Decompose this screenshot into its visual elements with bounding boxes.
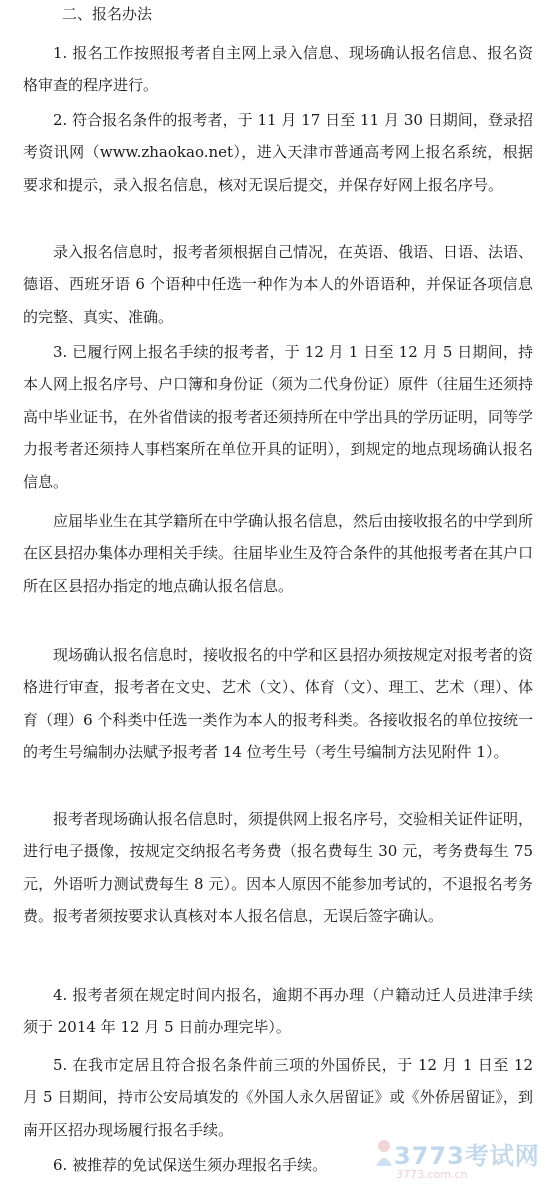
paragraph-2: 2. 符合报名条件的报考者，于 11 月 17 日至 11 月 30 日期间，登录招考资讯网（www.zhaokao.net），进入天津市普通高考网上报名系统，根据要求和提示，录入报名信息，核对无误后提交，并保存好网上报名序号。 bbox=[23, 111, 533, 194]
section-heading: 二、报名办法 bbox=[62, 5, 153, 23]
watermark-url: 3773.com.cn bbox=[396, 1168, 468, 1181]
watermark-text: 3773考试网 bbox=[394, 1142, 540, 1170]
paragraph-10: 6. 被推荐的免试保送生须办理报名手续。 bbox=[53, 1156, 328, 1174]
paragraph-7: 报考者现场确认报名信息时，须提供网上报名序号，交验相关证件证明，进行电子摄像，按规定交纳报名考务费（报名费每生 30 元，考务费每生 75 元，外语听力测试费每生 8 元）。因本人原因不能参加考试的，不退报名考务费。报考者须按要求认真核对本人报名信息，无误后签字确认。 bbox=[23, 810, 534, 926]
watermark-logo-icon bbox=[372, 1138, 396, 1168]
paragraph-8: 4. 报考者须在规定时间内报名，逾期不再办理（户籍动迁人员进津手续须于 2014 年 12 月 5 日前办理完毕）。 bbox=[23, 986, 533, 1037]
paragraph-4: 3. 已履行网上报名手续的报考者，于 12 月 1 日至 12 月 5 日期间，持本人网上报名序号、户口簿和身份证（须为二代身份证）原件（往届生还须持高中毕业证书，在外省借读的报考者还须持所在中学出具的学历证明，同等学力报考者还须持人事档案所在单位开具的证明），到规定的地点现场确认报名信息。 bbox=[23, 343, 534, 491]
paragraph-5: 应届毕业生在其学籍所在中学确认报名信息，然后由接收报名的中学到所在区县招办集体办理相关手续。往届毕业生及符合条件的其他报考者在其户口所在区县招办指定的地点确认报名信息。 bbox=[23, 512, 534, 595]
paragraph-9: 5. 在我市定居且符合报名条件前三项的外国侨民，于 12 月 1 日至 12 月 5 日期间，持市公安局填发的《外国人永久居留证》或《外侨居留证》，到南开区招办现场履行报名手续。 bbox=[23, 1056, 533, 1139]
paragraph-1: 1. 报名工作按照报考者自主网上录入信息、现场确认报名信息、报名资格审查的程序进行。 bbox=[23, 44, 533, 95]
paragraph-3: 录入报名信息时，报考者须根据自己情况，在英语、俄语、日语、法语、德语、西班牙语 6 个语种中任选一种作为本人的外语语种，并保证各项信息的完整、真实、准确。 bbox=[23, 243, 534, 326]
paragraph-6: 现场确认报名信息时，接收报名的中学和区县招办须按规定对报考者的资格进行审查，报考者在文史、艺术（文）、体育（文）、理工、艺术（理）、体育（理）6 个科类中任选一类作为本人的报考科类。各接收报名的单位按统一的考生号编制办法赋予报考者 14 位考生号（考生号编制方法见附件 1）。 bbox=[23, 646, 534, 762]
site-watermark bbox=[372, 1134, 540, 1190]
